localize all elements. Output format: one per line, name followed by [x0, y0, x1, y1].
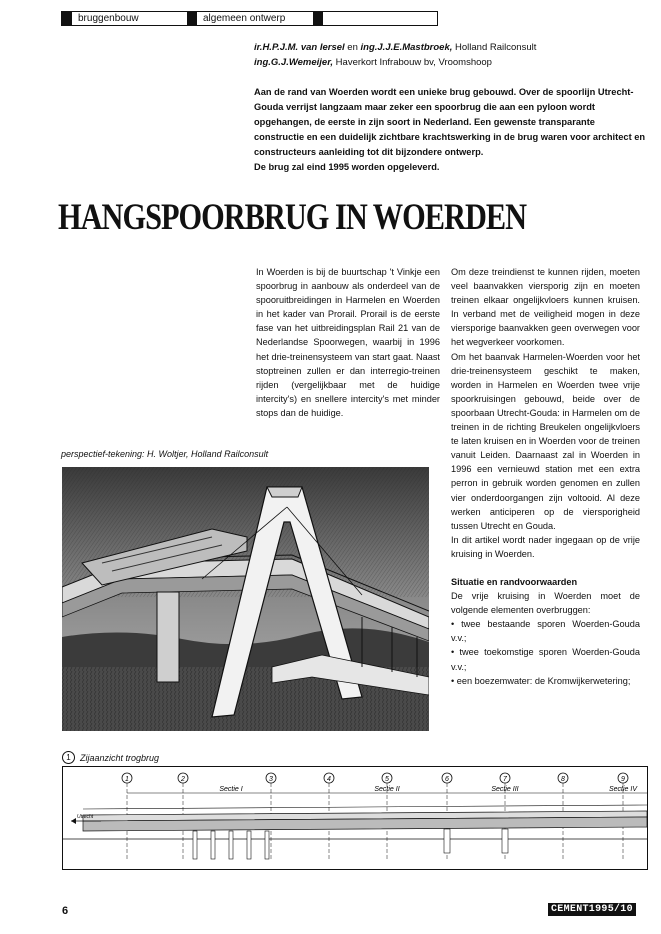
list-item: • twee bestaande sporen Woerden-Gouda v.v.; [451, 619, 640, 644]
pier [247, 831, 251, 859]
side-elevation-drawing [62, 766, 648, 870]
tab-bruggenbouw: bruggenbouw [78, 13, 139, 24]
axis-label: 5 [385, 776, 389, 783]
tab-marker [313, 12, 323, 25]
col2-paragraph-3: In dit artikel wordt nader ingegaan op de vrije kruising in Woerden. [451, 534, 640, 559]
figure-number: 1 [62, 751, 75, 764]
col1-paragraph: In Woerden is bij de buurtschap 't Vinkje een spoorbrug in aanbouw als onderdeel van de spooruitbreidingen in Harmelen en Woerden in het kader van Prorail. Prorail is de eerste fase van het uitbreidingsplan Rail 21 van de Nederlandse Spoorwegen, waarbij in 1996 het drie-treinensysteem van start gaat. Naast stoptreinen zullen er dan interregio-treinen rijden (vergelijkbaar met de huidige intercity's) en snellere intercity's met minder stops dan de huidige. [256, 267, 440, 418]
pier [229, 831, 233, 859]
railing [83, 805, 647, 809]
tab-marker [187, 12, 197, 25]
section-label: Sectie III [491, 786, 519, 793]
author-2: ing.J.J.E.Mastbroek, [360, 42, 453, 53]
lead-text: Aan de rand van Woerden wordt een unieke brug gebouwd. Over de spoorlijn Utrecht-Gouda verrijst langzaam maar zeker een spoorbrug die aan een pyloon wordt opgehangen, de eerste in zijn soort in Nederland. Een gewenste transparante constructie en een duidelijk zichtbare krachtswerking in de brug waren voor architect en constructeurs aanleiding tot dit bijzondere ontwerp. [254, 87, 646, 157]
section-label: Sectie II [374, 786, 400, 793]
figure-title: Zijaanzicht trogbrug [80, 752, 160, 763]
axis-label: 3 [269, 776, 273, 783]
axis-label: 8 [561, 776, 565, 783]
authors-block [254, 40, 644, 70]
pier [193, 831, 197, 859]
section-label: Sectie I [219, 786, 243, 793]
axis-label: 4 [327, 776, 331, 783]
text-column-2 [451, 265, 640, 688]
author-3: ing.G.J.Wemeijer, [254, 57, 334, 68]
direction-label: Utrecht [77, 814, 94, 820]
tab-algemeen-ontwerp: algemeen ontwerp [203, 13, 286, 24]
author-org-1: Holland Railconsult [455, 42, 537, 53]
photo-caption: perspectief-tekening: H. Woltjer, Holland Railconsult [61, 449, 269, 459]
list-item: • een boezemwater: de Kromwijkerwetering; [451, 675, 631, 686]
col2-paragraph-4: De vrije kruising in Woerden moet de volgende elementen overbruggen: [451, 591, 640, 616]
list-item: • twee toekomstige sporen Woerden-Gouda v.v.; [451, 647, 640, 672]
tab-marker [62, 12, 72, 25]
pier [502, 829, 508, 853]
article-title: HANGSPOORBRUG IN WOERDEN [58, 197, 527, 238]
arrow-head [71, 818, 76, 824]
pier [211, 831, 215, 859]
section-heading: Situatie en randvoorwaarden [451, 576, 578, 587]
lead-paragraph [254, 85, 646, 175]
header-tab-bar [61, 11, 438, 26]
page-number: 6 [62, 905, 69, 917]
author-org-2: Haverkort Infrabouw bv, Vroomshoop [335, 57, 492, 68]
author-1: ir.H.P.J.M. van Iersel [254, 42, 345, 53]
col2-paragraph-1: Om deze treindienst te kunnen rijden, moeten veel baanvakken viersporig zijn en moeten treinen elkaar ongelijkvloers kunnen kruisen. In verband met de veiligheid mogen in deze viersporige baanvakken geen overwegen voor het wegverkeer voorkomen. [451, 267, 640, 348]
text-column-1 [256, 265, 440, 420]
pier [265, 831, 269, 859]
section-label: Sectie IV [608, 786, 638, 793]
axis-label: 9 [621, 776, 625, 783]
axis-label: 6 [445, 776, 449, 783]
lead-delivery: De brug zal eind 1995 worden opgeleverd. [254, 162, 440, 172]
axis-label: 2 [181, 776, 185, 783]
col2-paragraph-2: Om het baanvak Harmelen-Woerden voor het drie-treinensysteem geschikt te maken, worden in Harmelen en Woerden twee vrije spoorkruisingen gebouwd, beide over de spoorbaan Utrecht-Gouda: in Harmelen om de treinen in de richting Breukelen ongelijkvloers te laten kruisen en in Woerden voor de treinen vanuit Leiden. Daarnaast zal in Woerden in 1996 een vernieuwd station met een extra perron in gebruik worden genomen en zullen vier onderdoorgangen zijn voltooid. Al deze werken anticiperen op de viersporigheid tussen Utrecht en Gouda. [451, 351, 640, 531]
axis-label: 7 [503, 776, 507, 783]
journal-footer: CEMENT1995/10 [548, 903, 636, 916]
author-conjunction: en [347, 42, 358, 53]
pier [444, 829, 450, 853]
axis-label: 1 [125, 776, 129, 783]
bridge-perspective-drawing [62, 467, 429, 731]
figure-caption [62, 751, 159, 764]
